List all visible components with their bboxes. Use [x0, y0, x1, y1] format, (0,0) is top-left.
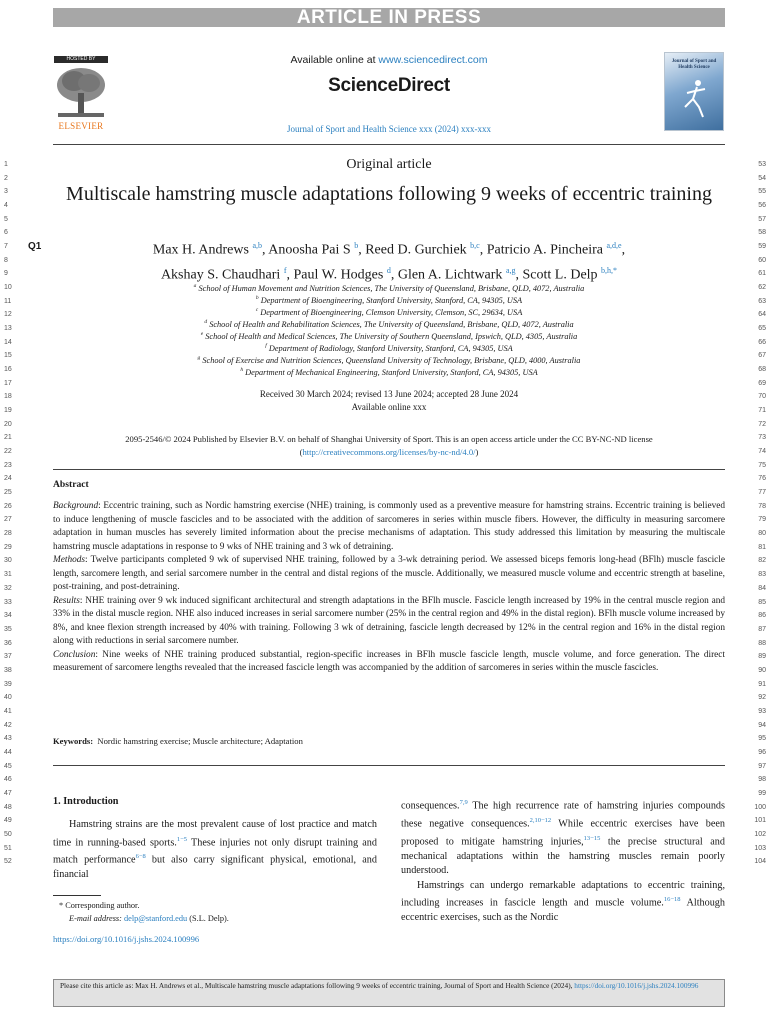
article-title: Multiscale hamstring muscle adaptations following 9 weeks of eccentric training	[66, 183, 712, 205]
line-number: 66	[758, 338, 766, 346]
article-type: Original article	[346, 157, 432, 172]
abstract-section	[53, 554, 725, 595]
author-name: Akshay S. Chaudhari	[160, 267, 281, 283]
abstract-section-label: Methods	[53, 555, 86, 565]
author-name: Paul W. Hodges	[293, 267, 384, 283]
author-affiliation-sup[interactable]: b,h,	[601, 265, 614, 275]
abstract-section-label: Background	[53, 501, 99, 511]
affiliation	[60, 328, 718, 340]
abstract-heading: Abstract	[53, 479, 89, 490]
line-number: 48	[4, 803, 12, 811]
author-list: Max H. Andrews $^{a,b}$, Anoosha Pai S $^b$, Reed D. Gurchiek $^{b,c}$, Patricio A. Pincheira $^{a,d,e}$, Akshay S. Chaudhari $^f$, Paul W. Hodges $^d$, Glen A. Lichtwark $^{a,g}$, Scott L. Delp $^{b,h,*}$	[152, 241, 626, 283]
received-dates: Received 30 March 2024; revised 13 June 2024; accepted 28 June 2024	[259, 389, 519, 399]
affiliation-sup: d	[204, 319, 208, 325]
available-online-date: Available online xxx	[351, 402, 427, 412]
line-number: 43	[4, 735, 12, 743]
line-number: 45	[4, 762, 12, 770]
affiliation	[60, 352, 718, 364]
keywords-list: Nordic hamstring exercise; Muscle architecture; Adaptation	[97, 736, 303, 746]
intro-paragraph-2: Hamstrings can undergo remarkable adaptations to eccentric training, including increases in fascicle length and muscle volume.$^{16-18}$ Although eccentric exercises, such as the Nordic	[401, 879, 725, 924]
line-number: 36	[4, 639, 12, 647]
line-numbers-left	[4, 158, 16, 869]
copyright: 2095-2546/© 2024 Published by Elsevier B.V. on behalf of Shanghai University of Sport. This is an open access article under the CC BY-NC-ND license (http://creativecommons.org/licenses/by-nc-nd/4.0/)	[53, 433, 725, 459]
line-number: 72	[758, 420, 766, 428]
line-number: 47	[4, 789, 12, 797]
affiliation-sup: a	[193, 283, 197, 289]
line-number: 49	[4, 817, 12, 825]
intro-right-column	[401, 796, 725, 926]
elsevier-logo	[54, 56, 108, 130]
line-number: 68	[758, 366, 766, 374]
license-link[interactable]: http://creativecommons.org/licenses/by-nc-nd/4.0/	[302, 447, 476, 457]
line-number: 13	[4, 325, 12, 333]
line-number: 87	[758, 625, 766, 633]
tree-logo-icon	[54, 65, 108, 121]
query-mark[interactable]: Q1	[28, 241, 42, 252]
line-number: 14	[4, 338, 12, 346]
line-number: 50	[4, 830, 12, 838]
line-number: 100	[754, 803, 766, 811]
line-number: 98	[758, 776, 766, 784]
section-heading-introduction: 1. Introduction	[53, 796, 119, 807]
footnote-rule	[53, 895, 101, 896]
line-number: 78	[758, 502, 766, 510]
line-number: 40	[4, 694, 12, 702]
line-numbers-right	[744, 158, 766, 869]
hosted-by-label: HOSTED BY	[54, 56, 108, 63]
line-number: 26	[4, 502, 12, 510]
line-number: 18	[4, 393, 12, 401]
line-number: 96	[758, 748, 766, 756]
author-affiliation-sup[interactable]: b	[354, 241, 359, 250]
line-number: 103	[754, 844, 766, 852]
line-number: 41	[4, 707, 12, 715]
affiliation	[60, 292, 718, 304]
line-number: 35	[4, 625, 12, 633]
line-number: 30	[4, 557, 12, 565]
line-number: 60	[758, 256, 766, 264]
author-name: Max H. Andrews	[152, 242, 249, 258]
email-link[interactable]: delp@stanford.edu	[124, 914, 188, 923]
line-number: 76	[758, 475, 766, 483]
line-number: 6	[4, 229, 8, 237]
line-number: 56	[758, 202, 766, 210]
line-number: 86	[758, 612, 766, 620]
corresponding-author-mark[interactable]: *	[613, 265, 618, 275]
line-number: 10	[4, 284, 12, 292]
line-number: 101	[754, 817, 766, 825]
citation-ref[interactable]: 7,9	[459, 799, 468, 806]
line-number: 52	[4, 858, 12, 866]
line-number: 61	[758, 270, 766, 278]
line-number: 1	[4, 161, 8, 168]
line-number: 25	[4, 489, 12, 497]
affiliations	[60, 280, 718, 376]
keywords-label: Keywords:	[53, 736, 94, 746]
line-number: 95	[758, 735, 766, 743]
affiliation	[60, 316, 718, 328]
affiliation-text: School of Human Movement and Nutrition Sciences, The University of Queensland, Brisbane, QLD, 4072, Australia	[198, 283, 585, 293]
line-number: 102	[754, 830, 766, 838]
author-affiliation-sup[interactable]: f	[283, 265, 287, 275]
copyright-text: 2095-2546/© 2024 Published by Elsevier B.V. on behalf of Shanghai University of Sport. This is an open access article under the CC BY-NC-ND license	[125, 434, 653, 444]
line-number: 90	[758, 666, 766, 674]
line-number: 104	[754, 858, 766, 866]
abstract-section	[53, 595, 725, 649]
line-number: 12	[4, 311, 12, 319]
abstract-section-label: Results	[53, 595, 80, 606]
abstract-section	[53, 500, 725, 554]
line-number: 39	[4, 680, 12, 688]
line-number: 80	[758, 530, 766, 538]
doi-link[interactable]: https://doi.org/10.1016/j.jshs.2024.100996	[53, 934, 200, 944]
footnote: * Corresponding author. E-mail address: delp@stanford.edu (S.L. Delp).	[53, 899, 383, 925]
abstract-section-text: : Eccentric training, such as Nordic hamstring exercise (NHE) training, is commonly used as a preventive measure for hamstring strains. Eccentric training is believed to induce lengthening of muscle fascicles and to be associated with the addition of sarcomeres in series within muscle fibers. However, the difficulty in measuring sarcomere adaptation in human muscles has severely limited information about the precise mechanisms of adaptation. This study addressed this limitation by measuring the multiscale hamstring muscle adaptations in response to 9 wks of NHE training and 3 wk of detraining.	[53, 501, 725, 552]
line-number: 91	[758, 680, 766, 688]
line-number: 81	[758, 543, 766, 551]
line-number: 3	[4, 188, 8, 196]
journal-cover	[664, 52, 724, 131]
article-in-press-banner: ARTICLE IN PRESS	[53, 8, 725, 27]
line-number: 88	[758, 639, 766, 647]
line-number: 29	[4, 543, 12, 551]
line-number: 24	[4, 475, 12, 483]
line-number: 23	[4, 461, 12, 469]
line-number: 63	[758, 297, 766, 305]
affiliation	[60, 280, 718, 292]
author-affiliation-sup[interactable]: a,b	[252, 241, 262, 250]
citation-ref[interactable]: 1−5	[176, 835, 187, 843]
line-number: 51	[4, 844, 12, 852]
line-number: 38	[4, 666, 12, 674]
line-number: 5	[4, 215, 8, 223]
author-name: Scott L. Delp	[522, 267, 598, 283]
affiliation-sup: e	[200, 331, 204, 337]
affiliation	[60, 340, 718, 352]
intro-left-column	[53, 818, 377, 883]
line-number: 65	[758, 325, 766, 333]
citation-box	[53, 979, 725, 1007]
line-number: 4	[4, 202, 8, 210]
citation-text: Please cite this article as: Max H. Andrews et al., Multiscale hamstring muscle adaptations following 9 weeks of eccentric training, Journal of Sport and Health Science (2024),	[60, 981, 575, 990]
affiliation-text: Department of Bioengineering, Stanford University, Stanford, CA, 94305, USA	[260, 295, 523, 305]
line-number: 62	[758, 284, 766, 292]
line-number: 28	[4, 530, 12, 538]
line-number: 9	[4, 270, 8, 278]
line-number: 2	[4, 174, 8, 182]
line-number: 57	[758, 215, 766, 223]
line-number: 46	[4, 776, 12, 784]
line-number: 34	[4, 612, 12, 620]
line-number: 58	[758, 229, 766, 237]
line-number: 8	[4, 256, 8, 264]
line-number: 53	[758, 161, 766, 168]
citation-doi-link[interactable]: https://doi.org/10.1016/j.jshs.2024.100996	[574, 981, 699, 990]
affiliation-sup: b	[255, 295, 259, 301]
citation-ref[interactable]: 13−15	[583, 834, 601, 842]
line-number: 77	[758, 489, 766, 497]
line-number: 97	[758, 762, 766, 770]
line-number: 99	[758, 789, 766, 797]
author-name: Patricio A. Pincheira	[486, 242, 603, 258]
line-number: 33	[4, 598, 12, 606]
affiliation	[60, 364, 718, 376]
affiliation-text: Department of Radiology, Stanford University, Stanford, CA, 94305, USA	[268, 343, 513, 353]
line-number: 37	[4, 653, 12, 661]
line-number: 79	[758, 516, 766, 524]
affiliation-text: Department of Bioengineering, Clemson University, Clemson, SC, 29634, USA	[260, 307, 523, 317]
line-number: 83	[758, 571, 766, 579]
affiliation-sup: c	[255, 307, 259, 313]
line-number: 59	[758, 243, 766, 251]
abstract-section-label: Conclusion	[53, 649, 96, 660]
line-number: 17	[4, 379, 12, 387]
affiliation-sup: f	[265, 343, 267, 349]
affiliation-sup: g	[197, 355, 201, 361]
author-name: Reed D. Gurchiek	[365, 242, 467, 258]
abstract-bottom-rule	[53, 765, 725, 766]
citation-ref[interactable]: 16−18	[663, 896, 681, 904]
affiliation-sup: h	[240, 367, 244, 373]
keywords	[53, 736, 725, 746]
abstract-top-rule	[53, 469, 725, 470]
line-number: 92	[758, 694, 766, 702]
line-number: 64	[758, 311, 766, 319]
citation-ref[interactable]: 2,10−12	[529, 816, 552, 824]
elsevier-wordmark: ELSEVIER	[58, 121, 104, 131]
author-affiliation-sup[interactable]: d	[386, 265, 391, 275]
line-number: 71	[758, 407, 766, 415]
runner-icon	[665, 53, 723, 130]
header-rule	[53, 144, 725, 145]
line-number: 55	[758, 188, 766, 196]
line-number: 73	[758, 434, 766, 442]
affiliation-text: School of Health and Medical Sciences, The University of Southern Queensland, Ipswich, QLD, 4305, Australia	[205, 331, 578, 341]
line-number: 74	[758, 448, 766, 456]
line-number: 85	[758, 598, 766, 606]
intro-paragraph-1: Hamstring strains are the most prevalent cause of lost practice and match time in running-based sports.$^{1-5}$ These injuries not only disrupt training and match performance$^{6-8}$ but also carry significant physical, emotional, and financial	[53, 819, 377, 881]
line-number: 32	[4, 584, 12, 592]
affiliation-text: School of Health and Rehabilitation Sciences, The University of Queensland, Brisbane, QLD, 4072, Australia	[209, 319, 574, 329]
line-number: 44	[4, 748, 12, 756]
article-dates	[53, 388, 725, 414]
affiliation-text: Department of Mechanical Engineering, Stanford University, Stanford, CA, 94305, USA	[245, 367, 538, 377]
author-name: Anoosha Pai S	[268, 242, 351, 258]
cover-title: Journal of Sport and Health Science	[671, 59, 717, 70]
corresponding-author-note: * Corresponding author.	[59, 901, 140, 910]
line-number: 20	[4, 420, 12, 428]
line-number: 70	[758, 393, 766, 401]
author-affiliation-sup[interactable]: a,g	[505, 265, 516, 275]
line-number: 94	[758, 721, 766, 729]
affiliation-text: School of Exercise and Nutrition Sciences, Queensland University of Technology, Brisbane, QLD, 4000, Australia	[202, 355, 581, 365]
line-number: 21	[4, 434, 12, 442]
author-affiliation-sup[interactable]: a,d,e	[606, 241, 622, 250]
sciencedirect-logo: ScienceDirect	[328, 75, 450, 96]
abstract-section-text: : NHE training over 9 wk induced significant architectural and strength adaptations in the BFlh muscle. Fascicle length increased by 19% in the central muscle region and 33% in the distal muscle region. NHE also induced increases in serial sarcomere number (25% in the central region and 49% in the distal region). BFlh muscle volume increased by 8%, and knee flexion strength increased by 40% with training. Following 3 wk of detraining, fascicle length decreased by 12% in the central region and 16% in the distal region along with reductions in serial sarcomere number.	[53, 595, 725, 646]
line-number: 22	[4, 448, 12, 456]
abstract-body	[53, 500, 725, 676]
line-number: 27	[4, 516, 12, 524]
line-number: 31	[4, 571, 12, 579]
intro-paragraph-1-cont: consequences.$^{7,9}$ The high recurrence rate of hamstring injuries compounds these negative consequences.$^{2,10-12}$ While eccentric exercises have been proposed to mitigate hamstring injuries,$^{13-15}$ the precise structural and mechanical adaptations within the hamstring muscles remain poorly understood.	[401, 799, 725, 877]
abstract-section	[53, 649, 725, 676]
available-online: Available online at www.sciencedirect.com	[290, 54, 488, 66]
author-affiliation-sup[interactable]: b,c	[470, 241, 480, 250]
line-number: 75	[758, 461, 766, 469]
line-number: 42	[4, 721, 12, 729]
line-number: 84	[758, 584, 766, 592]
line-number: 54	[758, 174, 766, 182]
line-number: 82	[758, 557, 766, 565]
line-number: 67	[758, 352, 766, 360]
line-number: 11	[4, 297, 12, 305]
line-number: 93	[758, 707, 766, 715]
journal-line: Journal of Sport and Health Science xxx (2024) xxx-xxx	[287, 124, 491, 134]
line-number: 7	[4, 243, 8, 251]
line-number: 16	[4, 366, 12, 374]
line-number: 15	[4, 352, 12, 360]
abstract-section-text: : Twelve participants completed 9 wk of supervised NHE training, followed by a 3-wk detraining period. We assessed biceps femoris long-head (BFlh) muscle fascicle length, sarcomere length, and serial sarcomere number in the central and distal regions of the muscle. Additionally, we measured muscle volume and eccentric strength at baseline, post-training, and post-detraining.	[53, 555, 725, 592]
line-number: 19	[4, 407, 12, 415]
citation-ref[interactable]: 6−8	[135, 853, 146, 861]
sciencedirect-link[interactable]: www.sciencedirect.com	[378, 54, 488, 66]
line-number: 89	[758, 653, 766, 661]
affiliation	[60, 304, 718, 316]
abstract-section-text: : Nine weeks of NHE training produced substantial, region-specific increases in BFlh muscle fascicle length, muscle volume, and force generation. The direct measurement of sarcomere lengths revealed that the increased fascicle length was accompanied by the addition of sarcomeres in series within the muscle fascicles.	[53, 649, 725, 673]
line-number: 69	[758, 379, 766, 387]
author-name: Glen A. Lichtwark	[397, 267, 503, 283]
